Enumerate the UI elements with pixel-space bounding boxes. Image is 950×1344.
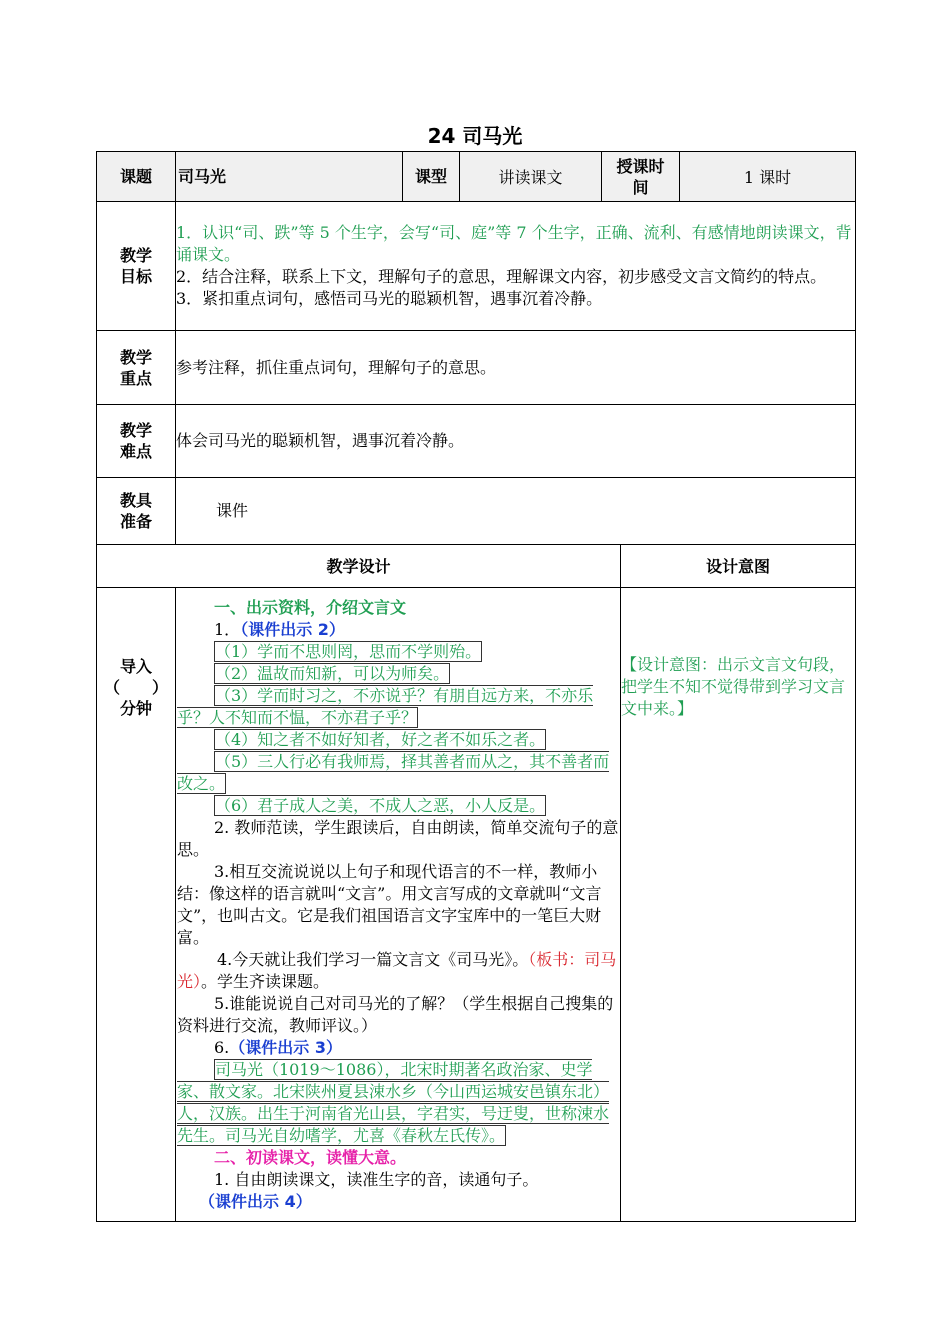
difficulties-text: 体会司马光的聪颖机智，遇事沉着冷静。: [176, 405, 856, 478]
courseware-tag-4: （课件出示 4）: [199, 1191, 312, 1211]
item-2: 2. 教师范读，学生跟读后，自由朗读，简单交流句子的意思。: [177, 817, 619, 859]
quote-6: （6）君子成人之美，不成人之恶，小人反是。: [215, 795, 546, 815]
lesson-plan-table: [96, 151, 856, 1222]
design-header-right: 设计意图: [621, 545, 856, 588]
goals-content: [176, 202, 856, 331]
item-4: 4.今天就让我们学习一篇文言文《司马光》。（板书：司马光）。学生齐读课题。: [177, 949, 617, 991]
heading-1: 一、出示资料，介绍文言文: [214, 597, 407, 617]
intro-section-row: [97, 588, 856, 1222]
type-value: 讲读课文: [460, 152, 602, 202]
intro-content: [176, 588, 621, 1222]
tools-row: [97, 478, 856, 545]
courseware-tag-3: （课件出示 3）: [229, 1037, 342, 1057]
item-5: 5.谁能说说自己对司马光的了解？（学生根据自己搜集的资料进行交流，教师评议。）: [177, 993, 614, 1035]
intro-label: 导入 （ ） 分钟: [97, 588, 176, 1222]
quote-3: （3）学而时习之，不亦说乎？有朋自远方来，不亦乐乎？人不知而不愠，不亦君子乎？: [177, 685, 594, 727]
heading-2: 二、初读课文，读懂大意。: [214, 1147, 407, 1167]
hours-value: 1 课时: [680, 152, 856, 202]
goals-label: 教学目标: [97, 202, 176, 331]
blackboard-note: （板书：司马光）: [177, 949, 617, 991]
item-7: 1. 自由朗读课文，读准生字的音，读通句子。: [214, 1169, 539, 1189]
design-header-left: 教学设计: [97, 545, 621, 588]
goal-2: 2．结合注释，联系上下文，理解句子的意思，理解课文内容，初步感受文言文简约的特点。: [176, 267, 827, 286]
header-row: [97, 152, 856, 202]
keypoints-label: 教学重点: [97, 331, 176, 405]
quote-2: （2）温故而知新，可以为师矣。: [215, 663, 450, 683]
hours-label: 授课时间: [602, 152, 680, 202]
keypoints-text: 参考注释，抓住重点词句，理解句子的意思。: [176, 331, 856, 405]
topic-label: 课题: [97, 152, 176, 202]
difficulties-row: [97, 405, 856, 478]
keypoints-row: [97, 331, 856, 405]
quote-4: （4）知之者不如好知者，好之者不如乐之者。: [215, 729, 546, 749]
tools-label: 教具准备: [97, 478, 176, 545]
goal-1: 1．认识“司、跌”等 5 个生字，会写“司、庭”等 7 个生字，正确、流利、有感情地朗读课文，背诵课文。: [176, 223, 852, 264]
type-label: 课型: [403, 152, 460, 202]
page-title: 24 司马光: [427, 124, 523, 148]
item-3: 3.相互交流说说以上句子和现代语言的不一样，教师小结：像这样的语言就叫“文言”。用文言写成的文章就叫“文言文”，也叫古文。它是我们祖国语言文字宝库中的一笔巨大财富。: [177, 861, 602, 947]
design-header-row: [97, 545, 856, 588]
quote-1: （1）学而不思则罔，思而不学则殆。: [215, 641, 482, 661]
item-6: 6.（课件出示 3）: [214, 1037, 342, 1057]
topic-value: 司马光: [176, 152, 403, 202]
tools-text: 课件: [176, 478, 856, 545]
difficulties-label: 教学难点: [97, 405, 176, 478]
item-1: 1．（课件出示 2）: [214, 619, 345, 639]
biography: 司马光（1019～1086），北宋时期著名政治家、史学家、散文家。北宋陕州夏县涑水乡（今山西运城安邑镇东北）人，汉族。出生于河南省光山县，字君实，号迂叟，世称涑水先生。司马光自幼嗜学，尤喜《春秋左氏传》。: [177, 1059, 610, 1145]
goal-3: 3．紧扣重点词句，感悟司马光的聪颖机智，遇事沉着冷静。: [176, 289, 603, 308]
design-intent: 【设计意图：出示文言文句段，把学生不知不觉得带到学习文言文中来。】: [621, 588, 856, 1222]
quote-5: （5）三人行必有我师焉，择其善者而从之，其不善者而改之。: [177, 751, 610, 793]
goals-row: [97, 202, 856, 331]
courseware-tag-2: （课件出示 2）: [240, 619, 345, 639]
